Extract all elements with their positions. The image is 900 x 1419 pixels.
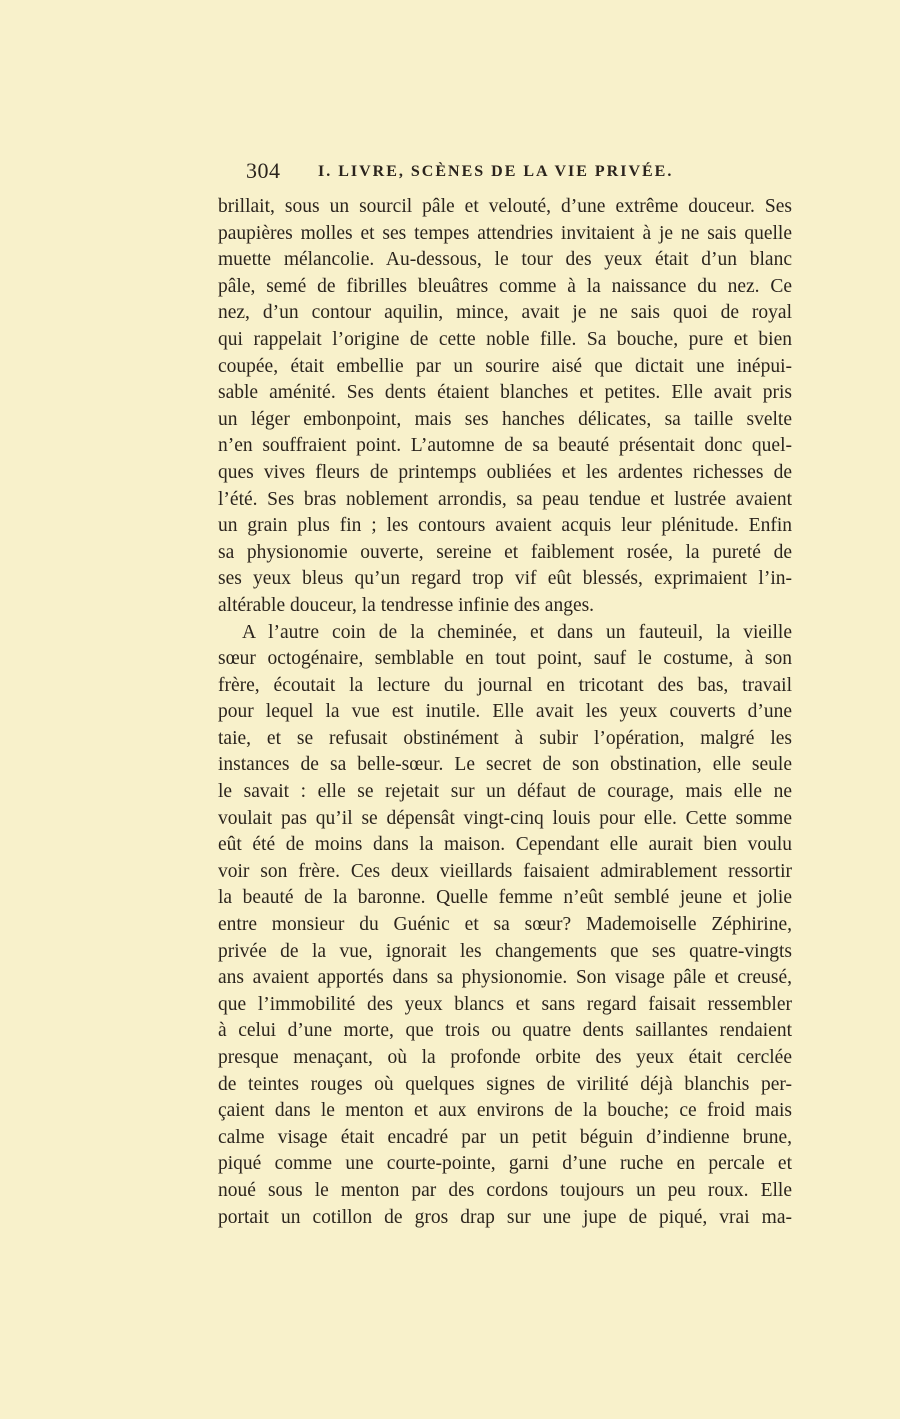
text-line: que l’immobilité des yeux blancs et sans regard faisait ressembler <box>218 993 792 1015</box>
text-line: brillait, sous un sourcil pâle et velouté, d’une extrême douceur. Ses <box>218 196 792 217</box>
paragraph <box>218 620 792 1232</box>
text-line: pour lequel la vue est inutile. Elle avait les yeux couverts d’une <box>218 701 792 723</box>
text-line: le savait : elle se rejetait sur un défaut de courage, mais elle ne <box>218 781 792 803</box>
text-line: coupée, était embellie par un sourire aisé que dictait une inépui- <box>218 355 792 377</box>
text-line: la beauté de la baronne. Quelle femme n’eût semblé jeune et jolie <box>218 887 792 909</box>
text-line: çaient dans le menton et aux environs de la bouche; ce froid mais <box>218 1100 792 1122</box>
text-line: voir son frère. Ces deux vieillards faisaient admirablement ressortir <box>218 860 792 882</box>
text-line: eût été de moins dans la maison. Cependant elle aurait bien voulu <box>218 834 792 856</box>
text-line: n’en souffraient point. L’automne de sa beauté présentait donc quel- <box>218 435 792 457</box>
text-line: privée de la vue, ignorait les changements que ses quatre-vingts <box>218 940 792 962</box>
text-line: sable aménité. Ses dents étaient blanches et petites. Elle avait pris <box>218 382 792 404</box>
text-line: A l’autre coin de la cheminée, et dans un fauteuil, la vieille <box>242 621 792 643</box>
text-line: nez, d’un contour aquilin, mince, avait je ne sais quoi de royal <box>218 302 792 324</box>
text-line: un léger embonpoint, mais ses hanches délicates, sa taille svelte <box>218 408 792 430</box>
text-line: altérable douceur, la tendresse infinie des anges. <box>218 594 595 616</box>
running-head: I. LIVRE, SCÈNES DE LA VIE PRIVÉE. <box>318 163 674 180</box>
text-line: portait un cotillon de gros drap sur une jupe de piqué, vrai ma- <box>218 1206 792 1228</box>
text-line: ses yeux bleus qu’un regard trop vif eût blessés, exprimaient l’in- <box>218 568 792 590</box>
text-line: paupières molles et ses tempes attendries invitaient à je ne sais quelle <box>218 222 792 244</box>
text-line: taie, et se refusait obstinément à subir l’opération, malgré les <box>218 727 792 749</box>
text-line: muette mélancolie. Au-dessous, le tour des yeux était d’un blanc <box>218 249 792 271</box>
text-line: ques vives fleurs de printemps oubliées et les ardentes richesses de <box>218 461 792 483</box>
page-number: 304 <box>246 158 281 183</box>
text-line: piqué comme une courte-pointe, garni d’une ruche en percale et <box>218 1153 792 1175</box>
text-line: l’été. Ses bras noblement arrondis, sa peau tendue et lustrée avaient <box>218 488 792 510</box>
text-line: pâle, semé de fibrilles bleuâtres comme à la naissance du nez. Ce <box>218 275 792 297</box>
text-line: un grain plus fin ; les contours avaient acquis leur plénitude. Enfin <box>218 515 792 537</box>
text-line: à celui d’une morte, que trois ou quatre dents saillantes rendaient <box>218 1020 792 1042</box>
text-line: presque menaçant, où la profonde orbite des yeux était cerclée <box>218 1047 792 1068</box>
text-line: voulait pas qu’il se dépensât vingt-cinq louis pour elle. Cette somme <box>218 807 792 829</box>
paragraph <box>218 194 792 620</box>
text-line: sœur octogénaire, semblable en tout point, sauf le costume, à son <box>218 648 792 670</box>
text-line: entre monsieur du Guénic et sa sœur? Mademoiselle Zéphirine, <box>218 914 792 936</box>
text-line: qui rappelait l’origine de cette noble fille. Sa bouche, pure et bien <box>218 328 792 350</box>
body-text <box>218 194 792 1231</box>
text-line: frère, écoutait la lecture du journal en tricotant des bas, travail <box>218 674 792 696</box>
text-line: ans avaient apportés dans sa physionomie. Son visage pâle et creusé, <box>218 967 792 989</box>
text-line: de teintes rouges où quelques signes de virilité déjà blanchis per- <box>218 1073 792 1095</box>
text-line: instances de sa belle-sœur. Le secret de son obstination, elle seule <box>218 754 792 776</box>
text-line: sa physionomie ouverte, sereine et faiblement rosée, la pureté de <box>218 541 792 563</box>
text-line: noué sous le menton par des cordons toujours un peu roux. Elle <box>218 1179 792 1201</box>
text-line: calme visage était encadré par un petit béguin d’indienne brune, <box>218 1126 792 1148</box>
